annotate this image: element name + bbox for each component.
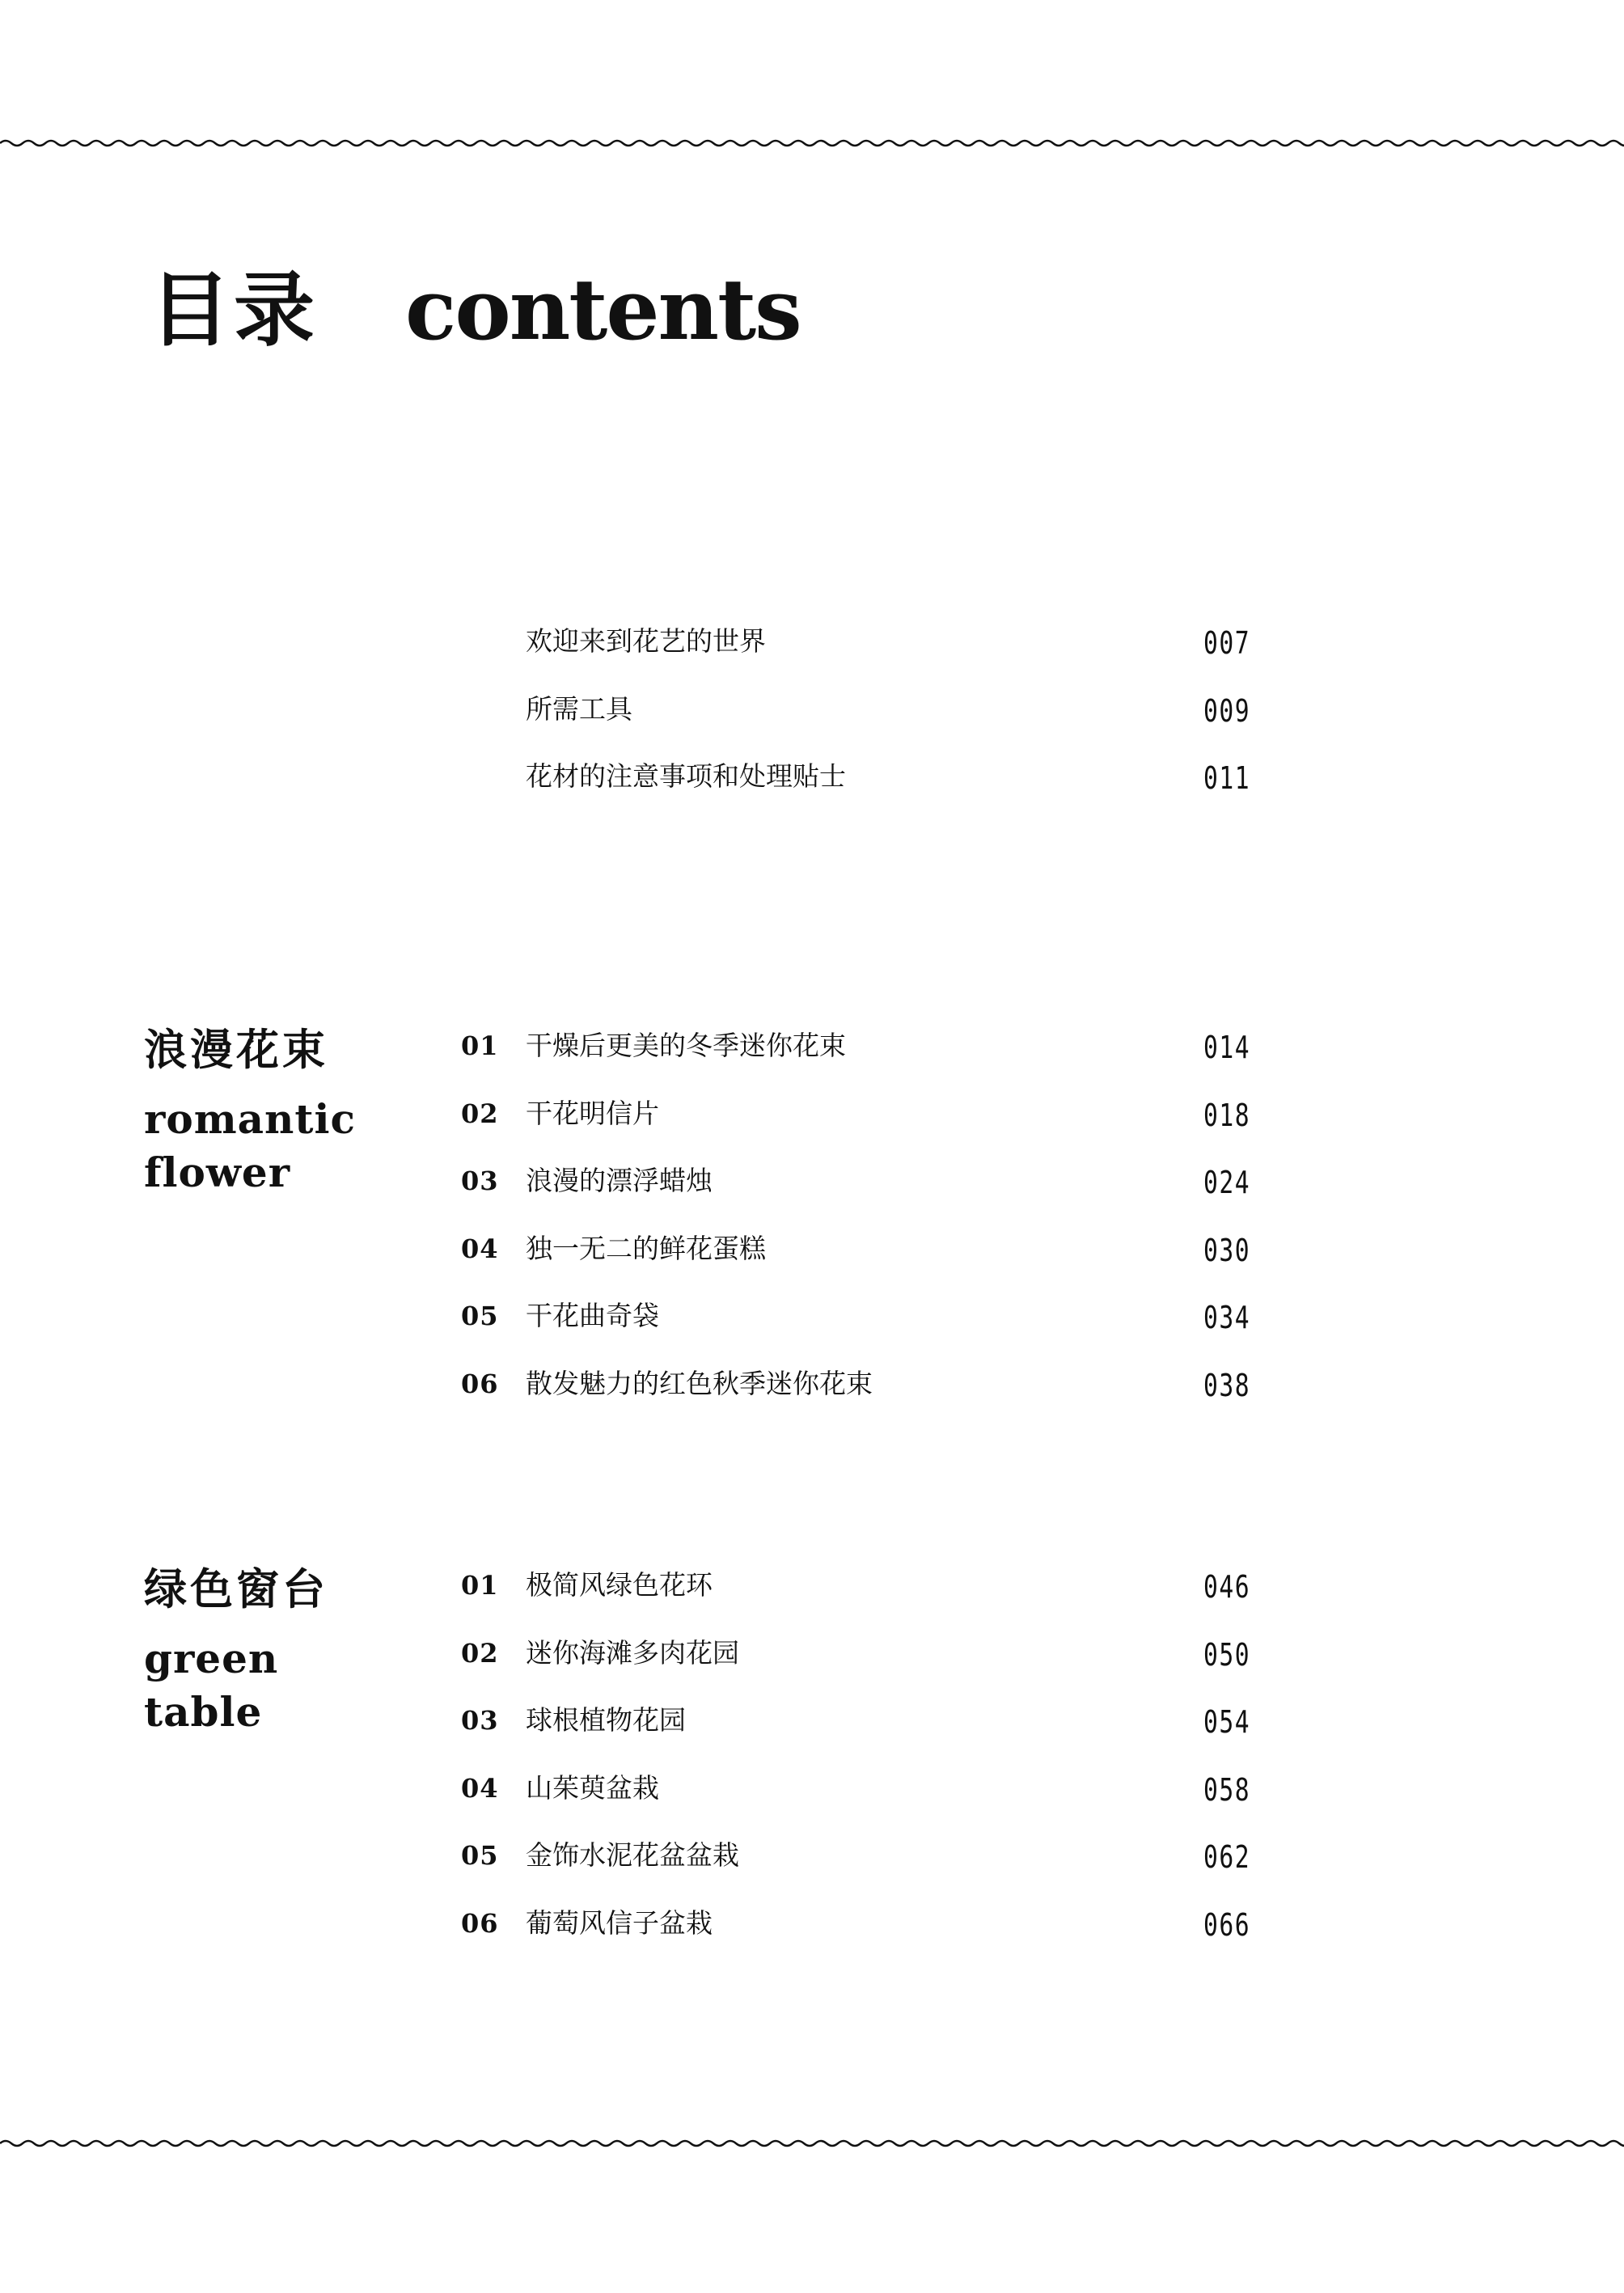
entry-page-number: 062 — [1203, 1839, 1251, 1875]
toc-entry[interactable] — [0, 759, 1624, 827]
section-title-cn: 绿色窗台 — [144, 1564, 328, 1614]
toc-entry[interactable] — [0, 1164, 1624, 1232]
entry-number: 06 — [461, 1368, 499, 1399]
toc-entry[interactable] — [0, 692, 1624, 760]
entry-page-number: 009 — [1203, 692, 1251, 729]
entry-page-number: 066 — [1203, 1906, 1251, 1943]
entry-page-number: 024 — [1203, 1165, 1251, 1200]
entry-title: 极简风绿色花环 — [526, 1569, 713, 1601]
entry-page-number: 014 — [1203, 1030, 1251, 1065]
entry-page-number: 034 — [1203, 1300, 1251, 1335]
entry-title: 迷你海滩多肉花园 — [526, 1636, 739, 1669]
page-title-cn: 目录 — [150, 262, 318, 357]
entry-page-number: 030 — [1203, 1232, 1251, 1268]
toc-entry[interactable] — [0, 1906, 1624, 1974]
entry-title: 所需工具 — [526, 692, 632, 725]
entry-title: 花材的注意事项和处理贴士 — [526, 760, 846, 792]
entry-number: 05 — [461, 1840, 499, 1871]
entry-title: 浪漫的漂浮蜡烛 — [526, 1165, 713, 1196]
entry-page-number: 011 — [1203, 760, 1251, 796]
entry-number: 04 — [461, 1772, 499, 1804]
section-title-cn: 浪漫花束 — [144, 1025, 328, 1075]
page-title-en: contents — [405, 260, 801, 359]
entry-page-number: 046 — [1203, 1569, 1251, 1605]
section-title-en: romantic flower — [144, 1095, 356, 1196]
entry-number: 03 — [461, 1705, 499, 1736]
entry-page-number: 050 — [1203, 1636, 1251, 1673]
entry-number: 06 — [461, 1907, 499, 1939]
toc-entry[interactable] — [0, 1636, 1624, 1704]
entry-title: 散发魅力的红色秋季迷你花束 — [526, 1367, 873, 1399]
entry-title: 干花明信片 — [526, 1097, 659, 1129]
entry-title: 金饰水泥花盆盆栽 — [526, 1839, 739, 1871]
toc-entry[interactable] — [0, 624, 1624, 692]
entry-page-number: 058 — [1203, 1771, 1251, 1808]
toc-entry[interactable] — [0, 1097, 1624, 1165]
entry-number: 01 — [461, 1030, 499, 1061]
toc-entry[interactable] — [0, 1771, 1624, 1839]
entry-number: 04 — [461, 1233, 499, 1264]
intro-entry-list — [0, 624, 1624, 827]
entry-title: 欢迎来到花艺的世界 — [526, 625, 766, 657]
entry-page-number: 018 — [1203, 1097, 1251, 1133]
entry-number: 01 — [461, 1570, 499, 1601]
section-entry-list — [0, 1564, 1624, 1974]
toc-entry[interactable] — [0, 1564, 1624, 1636]
entry-page-number: 054 — [1203, 1704, 1251, 1740]
entry-title: 独一无二的鲜花蛋糕 — [526, 1232, 766, 1264]
toc-entry[interactable] — [0, 1703, 1624, 1771]
bottom-wave-divider — [0, 2135, 1624, 2151]
entry-title: 球根植物花园 — [526, 1704, 686, 1736]
entry-number: 02 — [461, 1098, 499, 1129]
toc-entry[interactable] — [0, 1232, 1624, 1300]
entry-title: 山茱萸盆栽 — [526, 1771, 659, 1804]
entry-title: 干燥后更美的冬季迷你花束 — [526, 1030, 846, 1061]
entry-number: 05 — [461, 1301, 499, 1331]
entry-number: 03 — [461, 1166, 499, 1196]
section-entry-list — [0, 1025, 1624, 1434]
entry-page-number: 038 — [1203, 1367, 1251, 1403]
toc-entry[interactable] — [0, 1025, 1624, 1097]
entry-page-number: 007 — [1203, 625, 1251, 661]
entry-number: 02 — [461, 1637, 499, 1669]
toc-entry[interactable] — [0, 1367, 1624, 1435]
toc-entry[interactable] — [0, 1838, 1624, 1906]
toc-entry[interactable] — [0, 1299, 1624, 1367]
top-wave-divider — [0, 135, 1624, 151]
entry-title: 干花曲奇袋 — [526, 1300, 659, 1331]
page-title — [150, 257, 801, 362]
entry-title: 葡萄风信子盆栽 — [526, 1906, 713, 1939]
section-title-en: green table — [144, 1635, 279, 1736]
